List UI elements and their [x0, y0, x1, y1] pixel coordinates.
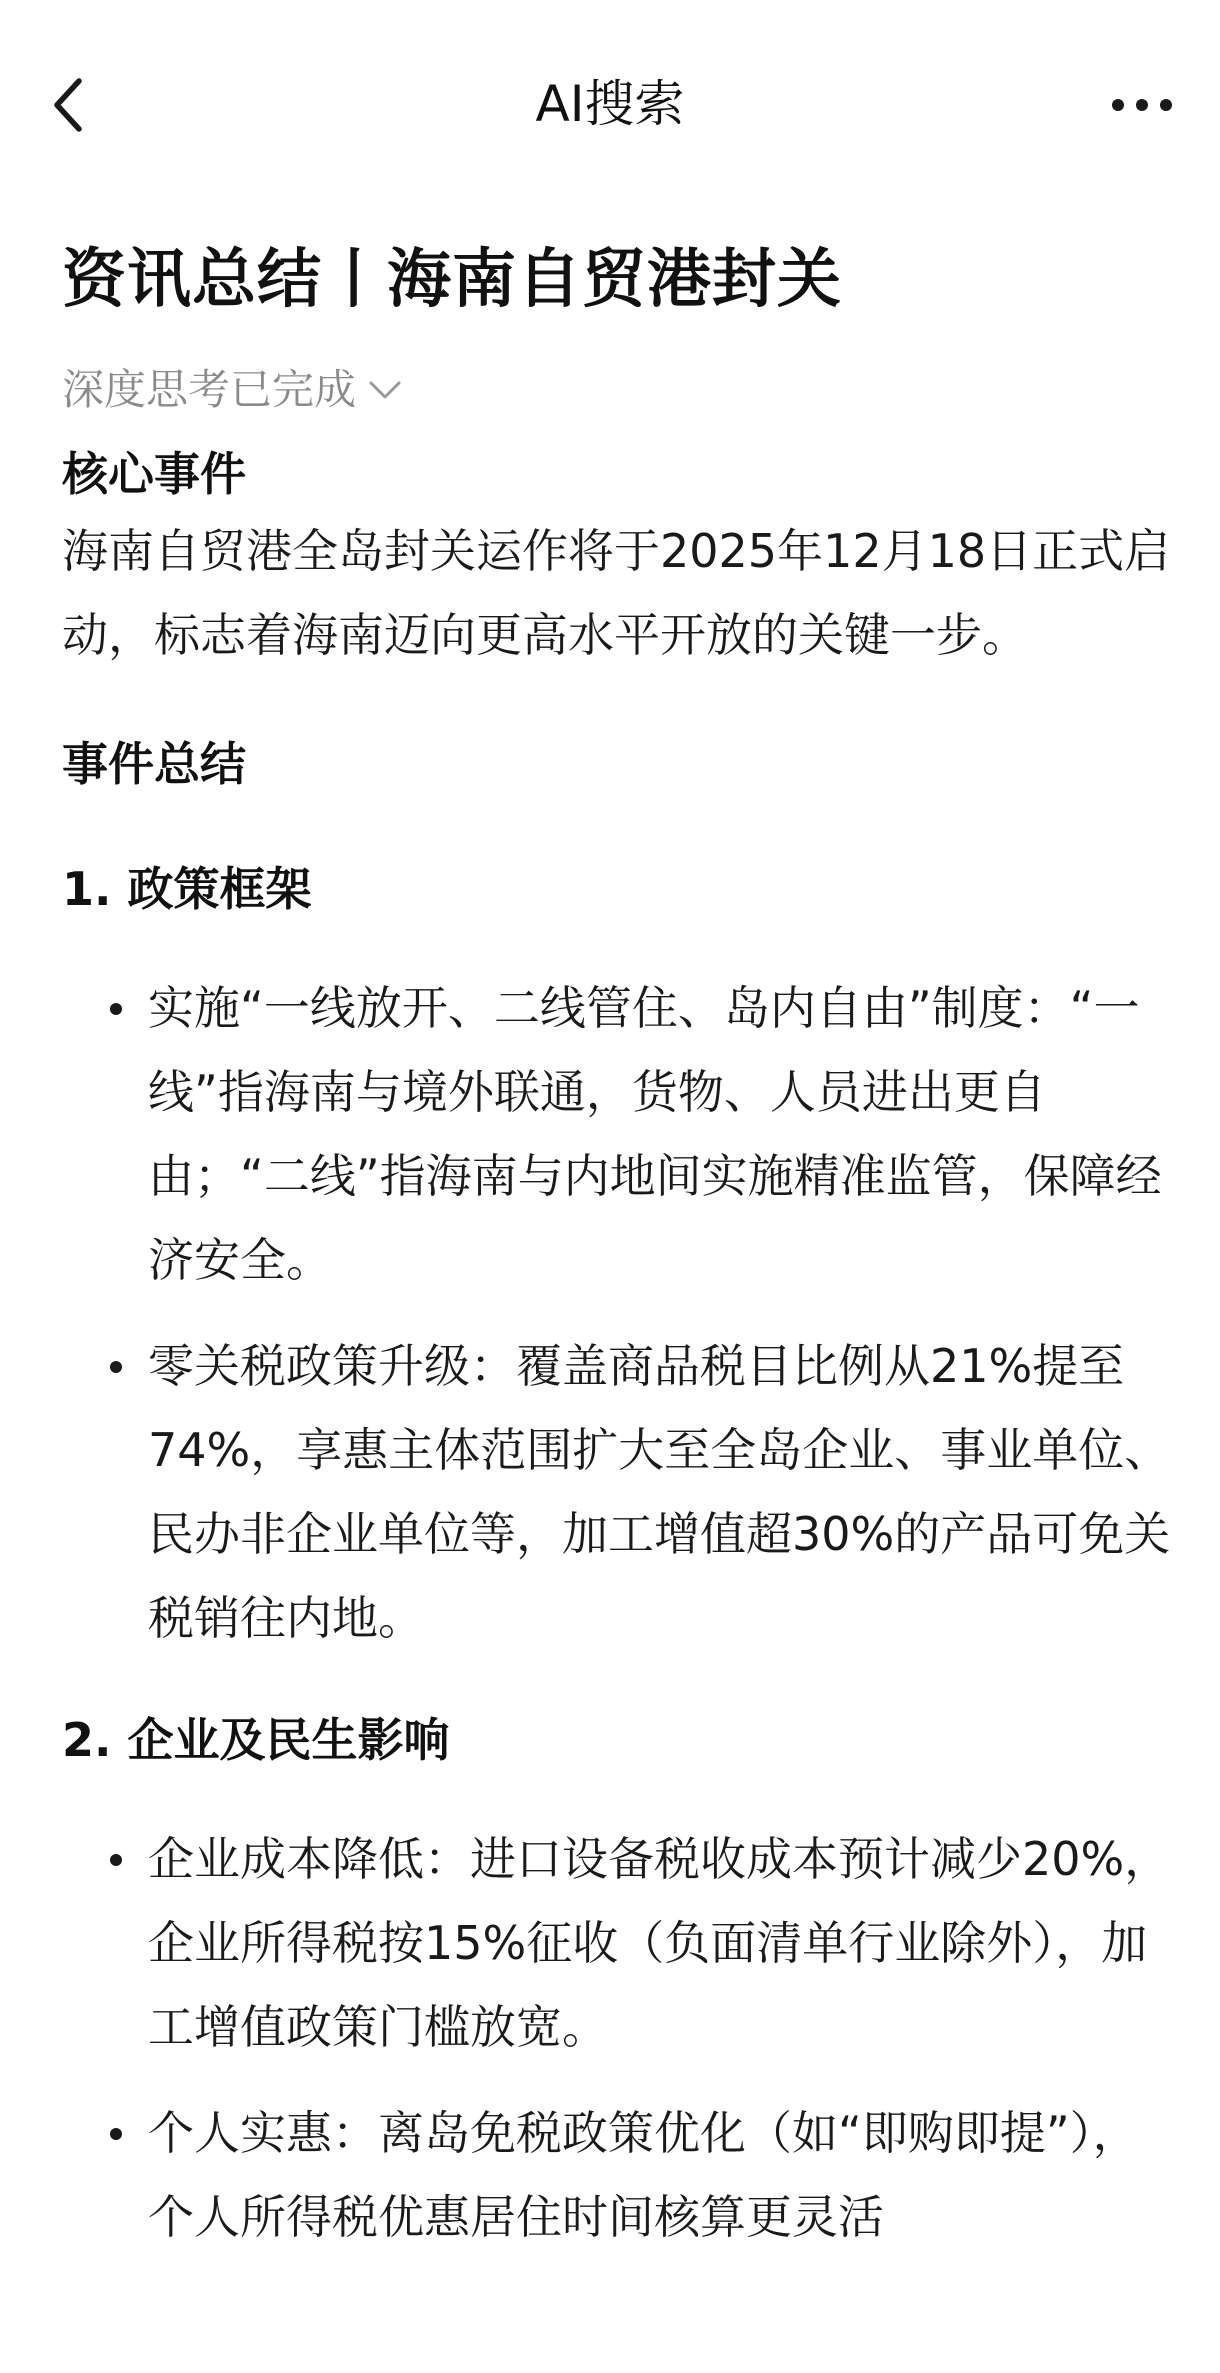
article [62, 225, 1172, 2281]
list-item [148, 2091, 1172, 2259]
list-item [148, 1817, 1172, 2069]
event-summary-heading: 事件总结 [62, 737, 246, 791]
more-horizontal-icon [1111, 98, 1173, 112]
impact-bullet-list [62, 1817, 1172, 2259]
list-item-text: 企业成本降低：进口设备税收成本预计减少20%，企业所得税按15%征收（负面清单行业除外），加工增值政策门槛放宽。 [148, 1832, 1171, 2054]
list-item-text: 个人实惠：离岛免税政策优化（如“即购即提”），个人所得税优惠居住时间核算更灵活 [148, 2106, 1139, 2244]
chevron-down-icon [368, 380, 402, 400]
page-title: AI搜索 [535, 75, 685, 133]
bullet-dot [110, 2128, 122, 2140]
more-button[interactable] [1100, 60, 1184, 150]
list-item [148, 966, 1172, 1302]
thinking-status-label: 深度思考已完成 [62, 365, 357, 414]
list-item [148, 1324, 1172, 1660]
bullet-dot [110, 1854, 122, 1866]
thinking-status-toggle[interactable] [62, 357, 1172, 423]
bullet-dot [110, 1003, 122, 1015]
core-event-heading: 核心事件 [62, 447, 246, 501]
policy-bullet-list [62, 966, 1172, 1660]
list-item-text: 零关税政策升级：覆盖商品税目比例从21%提至74%，享惠主体范围扩大至全岛企业、事业单位、民办非企业单位等，加工增值超30%的产品可免关税销往内地。 [148, 1339, 1171, 1645]
bullet-dot [110, 1361, 122, 1373]
article-title: 资讯总结丨海南自贸港封关 [62, 243, 842, 317]
core-event-text: 海南自贸港全岛封关运作将于2025年12月18日正式启动，标志着海南迈向更高水平开放的关键一步。 [62, 524, 1171, 662]
section-heading-policy: 1. 政策框架 [62, 862, 312, 916]
top-navbar [0, 0, 1220, 210]
section-heading-impact: 2. 企业及民生影响 [62, 1713, 450, 1767]
list-item-text: 实施“一线放开、二线管住、岛内自由”制度：“一线”指海南与境外联通，货物、人员进出更自由；“二线”指海南与内地间实施精准监管，保障经济安全。 [148, 981, 1162, 1287]
